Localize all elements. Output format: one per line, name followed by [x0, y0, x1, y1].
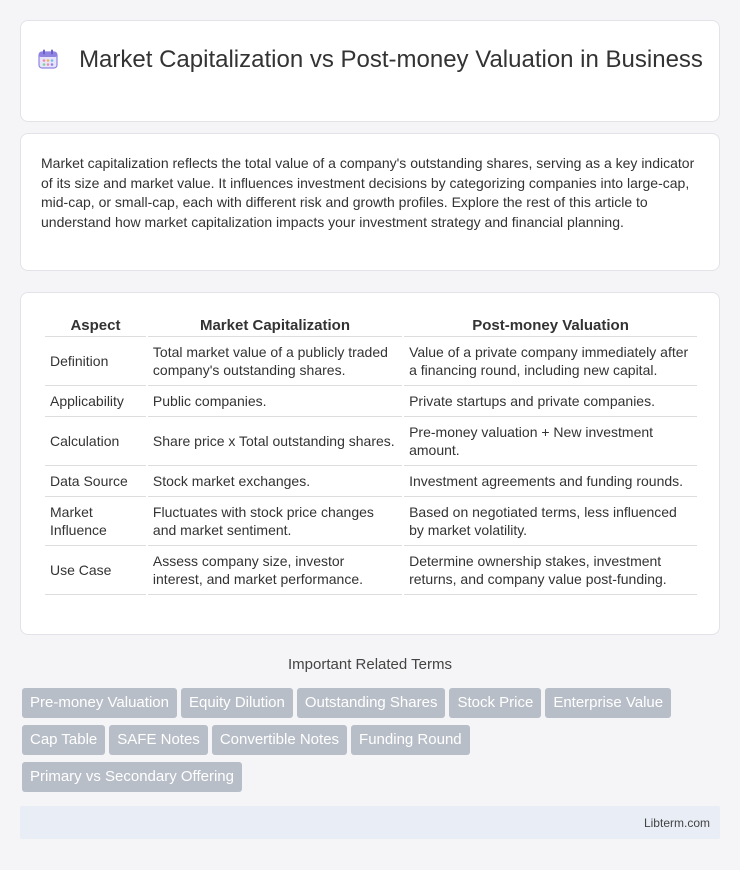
- header-post-money: Post-money Valuation: [404, 313, 697, 337]
- table-row: [45, 466, 697, 497]
- term-tag[interactable]: Primary vs Secondary Offering: [22, 762, 242, 792]
- comparison-card: [20, 292, 720, 635]
- term-tag[interactable]: Equity Dilution: [181, 688, 293, 718]
- row-market-cap: Public companies.: [148, 386, 402, 417]
- term-tag[interactable]: Outstanding Shares: [297, 688, 446, 718]
- row-aspect: Applicability: [45, 386, 146, 417]
- title-text: Market Capitalization vs Post-money Valuation in Business: [79, 46, 703, 73]
- table-row: [45, 497, 697, 546]
- row-aspect: Use Case: [45, 546, 146, 595]
- row-market-cap: Share price x Total outstanding shares.: [148, 417, 402, 466]
- calendar-icon: [37, 48, 59, 70]
- term-tag[interactable]: Enterprise Value: [545, 688, 671, 718]
- intro-paragraph: Market capitalization reflects the total value of a company's outstanding shares, serving as a key indicator of its size and market value. It influences investment decisions by categorizing companies into large-cap, mid-cap, or small-cap, each with different risk and growth profiles. Explore the rest of this article to understand how market capitalization impacts your investment strategy and financial planning.: [41, 155, 695, 230]
- row-post-money: Value of a private company immediately after a financing round, including new capital.: [404, 337, 697, 386]
- related-terms-heading: Important Related Terms: [288, 656, 452, 673]
- table-row: [45, 337, 697, 386]
- row-market-cap: Assess company size, investor interest, and market performance.: [148, 546, 402, 595]
- title-card: [20, 20, 720, 122]
- row-post-money: Private startups and private companies.: [404, 386, 697, 417]
- table-header-row: [45, 313, 697, 337]
- table-row: [45, 417, 697, 466]
- row-post-money: Based on negotiated terms, less influenced by market volatility.: [404, 497, 697, 546]
- term-tag[interactable]: Convertible Notes: [212, 725, 347, 755]
- term-tag[interactable]: Funding Round: [351, 725, 470, 755]
- related-terms-list: [22, 688, 722, 799]
- term-tag[interactable]: Pre-money Valuation: [22, 688, 177, 718]
- row-aspect: Calculation: [45, 417, 146, 466]
- comparison-table: [43, 313, 699, 595]
- footer-site-link[interactable]: Libterm.com: [643, 816, 710, 830]
- term-tag[interactable]: Stock Price: [449, 688, 541, 718]
- intro-card: [20, 133, 720, 271]
- row-aspect: Market Influence: [45, 497, 146, 546]
- header-aspect: Aspect: [45, 313, 146, 337]
- row-post-money: Determine ownership stakes, investment returns, and company value post-funding.: [404, 546, 697, 595]
- row-aspect: Data Source: [45, 466, 146, 497]
- row-aspect: Definition: [45, 337, 146, 386]
- row-market-cap: Fluctuates with stock price changes and market sentiment.: [148, 497, 402, 546]
- header-market-cap: Market Capitalization: [148, 313, 402, 337]
- row-market-cap: Stock market exchanges.: [148, 466, 402, 497]
- footer: [20, 806, 720, 839]
- row-post-money: Pre-money valuation + New investment amount.: [404, 417, 697, 466]
- row-post-money: Investment agreements and funding rounds.: [404, 466, 697, 497]
- table-row: [45, 386, 697, 417]
- table-row: [45, 546, 697, 595]
- page-title: [21, 45, 719, 74]
- term-tag[interactable]: SAFE Notes: [109, 725, 208, 755]
- row-market-cap: Total market value of a publicly traded company's outstanding shares.: [148, 337, 402, 386]
- term-tag[interactable]: Cap Table: [22, 725, 105, 755]
